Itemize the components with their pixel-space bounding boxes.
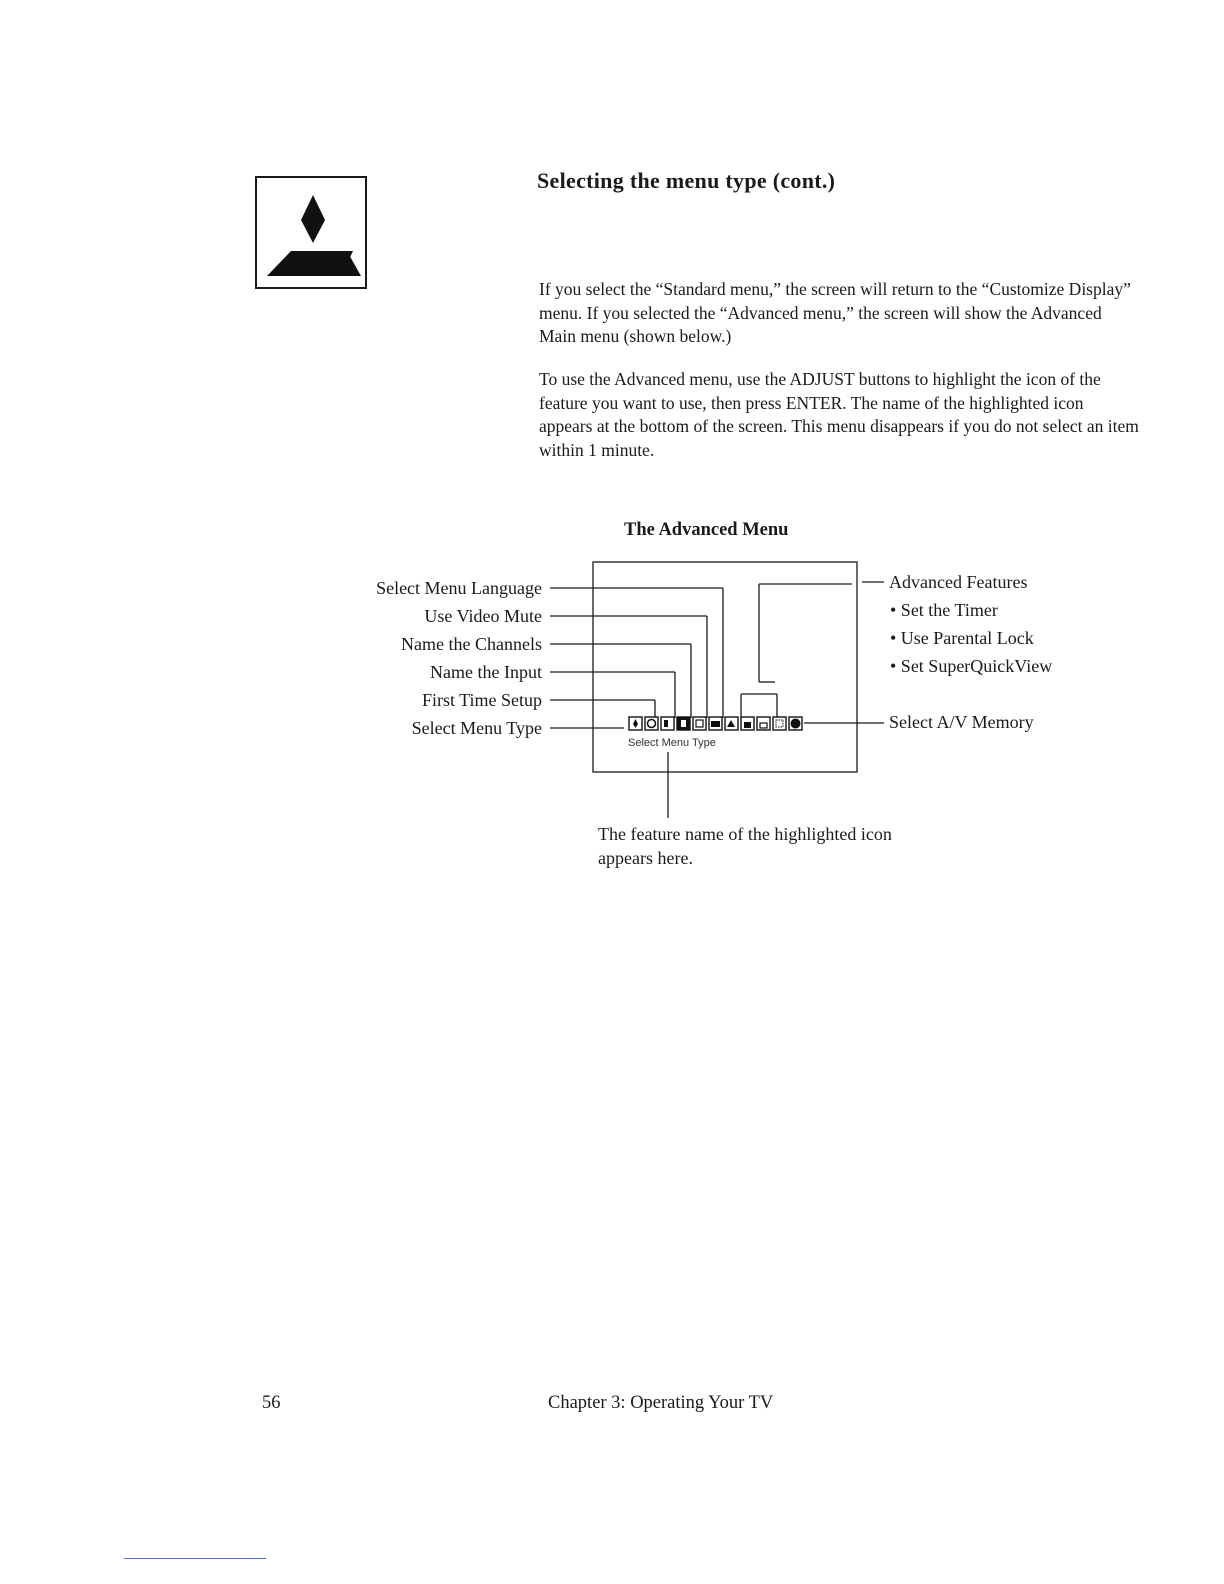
chapter-footer: Chapter 3: Operating Your TV [548, 1393, 774, 1413]
setup-icon [693, 717, 706, 730]
bullet-use-parental-lock: • Use Parental Lock [890, 628, 1034, 648]
label-first-time-setup: First Time Setup [421, 690, 542, 710]
body-paragraph-2: To use the Advanced menu, use the ADJUST buttons to highlight the icon of the feature you want to use, then press ENTER. The name of the highlighted icon appears at the bottom of the screen. This menu disappears if you do not select an item within 1 minute. [539, 369, 1139, 460]
page-number: 56 [262, 1393, 281, 1413]
figure-title: The Advanced Menu [624, 520, 789, 540]
screen-caption: Select Menu Type [628, 737, 716, 749]
label-select-menu-language: Select Menu Language [376, 578, 542, 598]
label-select-av-memory: Select A/V Memory [889, 712, 1034, 732]
label-name-the-channels: Name the Channels [401, 634, 542, 654]
bullet-set-superquickview: • Set SuperQuickView [890, 656, 1053, 676]
divider [124, 1558, 266, 1559]
quickview-icon [773, 717, 786, 730]
label-advanced-features: Advanced Features [889, 572, 1028, 592]
label-select-menu-type: Select Menu Type [411, 718, 542, 738]
icon-strip [629, 717, 802, 730]
bullet-set-the-timer: • Set the Timer [890, 600, 998, 620]
callout-text: The feature name of the highlighted icon appears here. [598, 824, 892, 868]
page-title: Selecting the menu type (cont.) [537, 168, 836, 193]
body-paragraph-1: If you select the “Standard menu,” the screen will return to the “Customize Display” menu. If you selected the “Advanced menu,” the screen will show the Advanced Main menu (shown below.) [539, 279, 1131, 346]
label-name-the-input: Name the Input [430, 662, 542, 682]
label-use-video-mute: Use Video Mute [424, 606, 542, 626]
